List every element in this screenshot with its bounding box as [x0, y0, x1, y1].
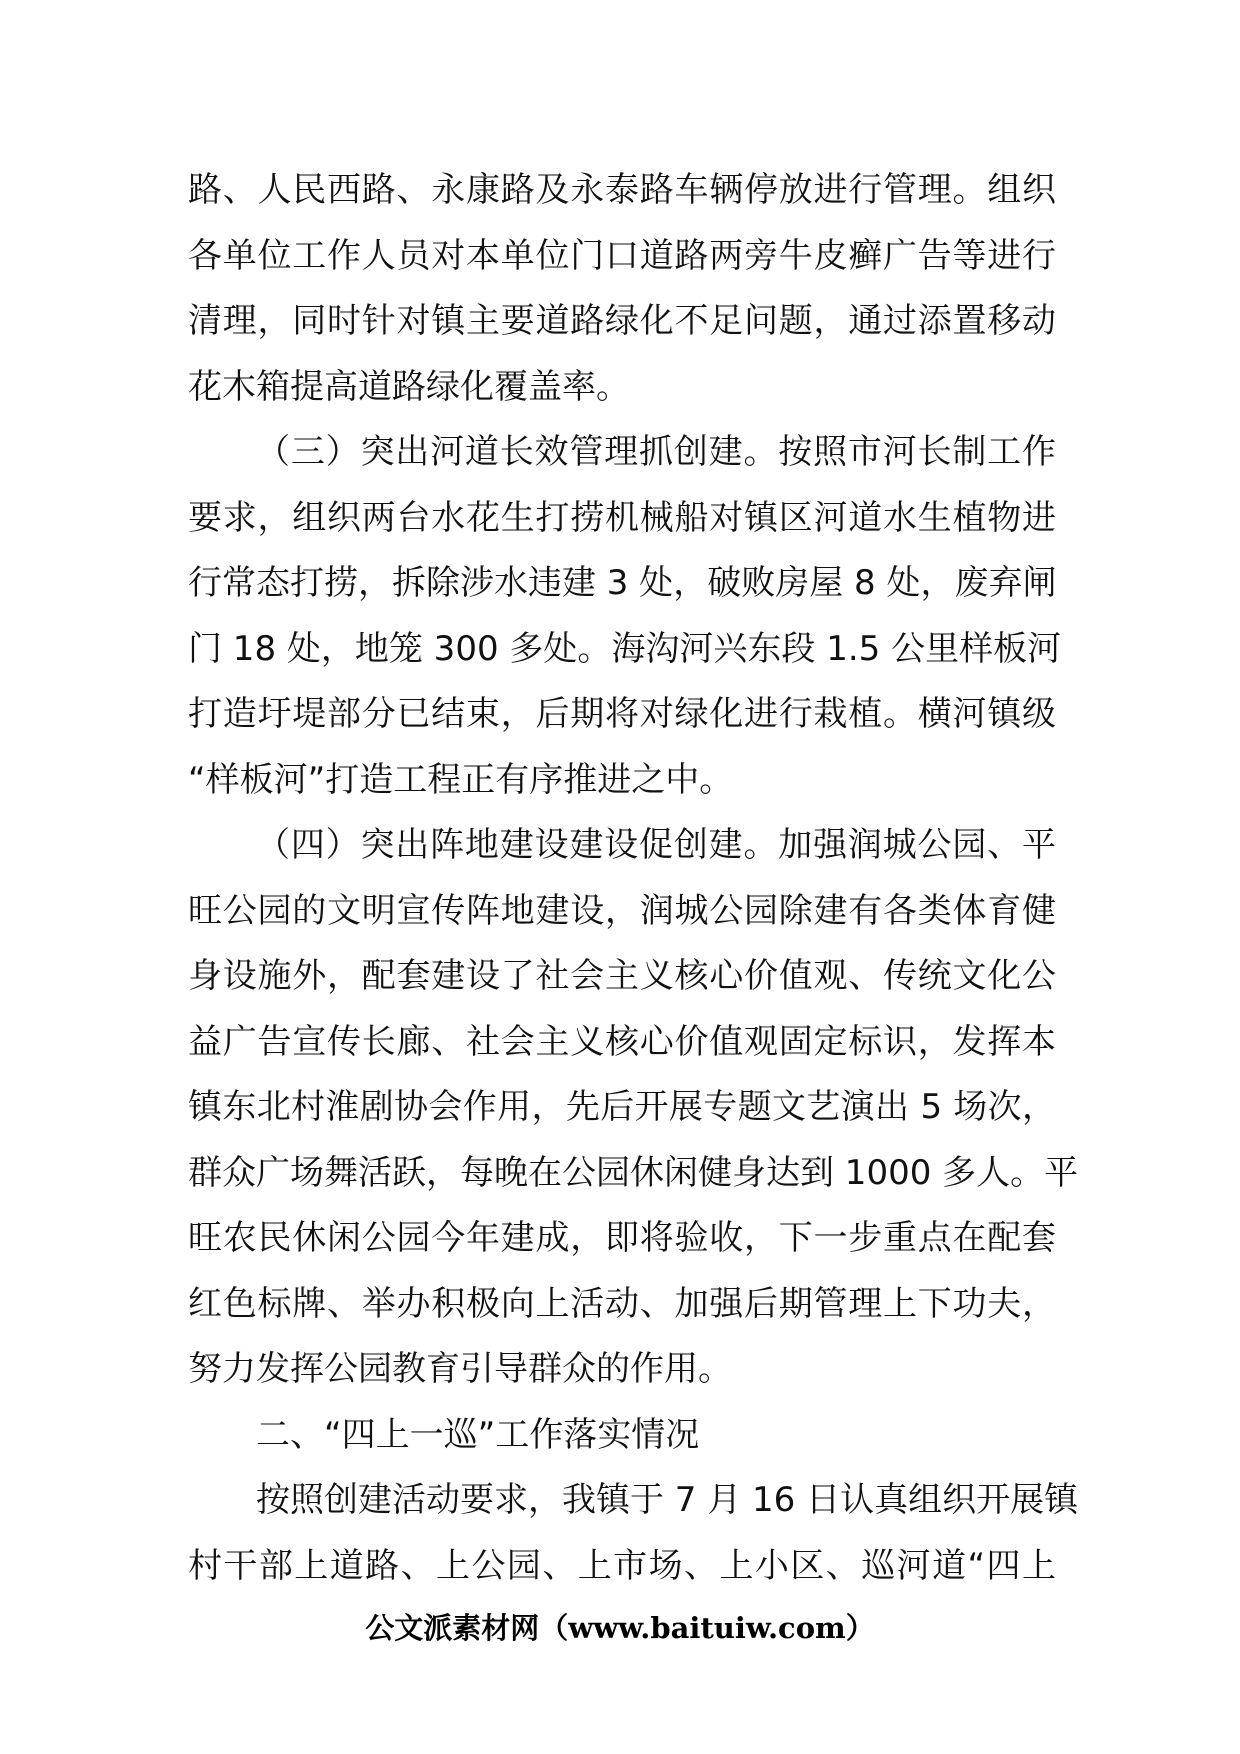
section-heading-four: （四）突出阵地建设建设促创建。加强润城公园、平: [256, 825, 1056, 865]
document-body: [188, 158, 1079, 1599]
text-line: 行常态打捞，拆除涉水违建 3 处，破败房屋 8 处，废弃闸: [188, 563, 1057, 603]
text-line: 益广告宣传长廊、社会主义核心价值观固定标识，发挥本: [188, 1021, 1056, 1062]
text-line: 路、人民西路、永康路及永泰路车辆停放进行管理。组织: [188, 170, 1056, 210]
text-line: 旺农民休闲公园今年建成，即将验收，下一步重点在配套: [188, 1218, 1056, 1258]
text-line: “样板河”打造工程正有序推进之中。: [188, 759, 734, 800]
text-line: 身设施外，配套建设了社会主义核心价值观、传统文化公: [188, 956, 1056, 996]
text-line: 门 18 处，地笼 300 多处。海沟河兴东段 1.5 公里样板河: [188, 628, 1062, 669]
section-title-two: 二、“四上一巡”工作落实情况: [256, 1414, 700, 1455]
text-line: 红色标牌、举办积极向上活动、加强后期管理上下功夫，: [188, 1283, 1056, 1324]
text-line: 打造圩堤部分已结束，后期将对绿化进行栽植。横河镇级: [188, 694, 1056, 734]
text-line: 按照创建活动要求，我镇于 7 月 16 日认真组织开展镇: [256, 1480, 1079, 1520]
text-line: 花木箱提高道路绿化覆盖率。: [188, 366, 630, 407]
text-line: 旺公园的文明宣传阵地建设，润城公园除建有各类体育健: [188, 890, 1056, 931]
footer-watermark: 公文派素材网（www.baituiw.com）: [365, 1611, 875, 1645]
section-heading-three: （三）突出河道长效管理抓创建。按照市河长制工作: [256, 432, 1056, 472]
text-line: 清理，同时针对镇主要道路绿化不足问题，通过添置移动: [188, 301, 1056, 341]
text-line: 镇东北村淮剧协会作用，先后开展专题文艺演出 5 场次，: [188, 1087, 1056, 1127]
text-line: 群众广场舞活跃，每晚在公园休闲健身达到 1000 多人。平: [188, 1152, 1079, 1193]
text-line: 各单位工作人员对本单位门口道路两旁牛皮癣广告等进行: [188, 235, 1056, 276]
text-line: 努力发挥公园教育引导群众的作用。: [188, 1349, 732, 1389]
text-line: 村干部上道路、上公园、上市场、上小区、巡河道“四上: [188, 1545, 1056, 1586]
text-line: 要求，组织两台水花生打捞机械船对镇区河道水生植物进: [188, 497, 1056, 538]
